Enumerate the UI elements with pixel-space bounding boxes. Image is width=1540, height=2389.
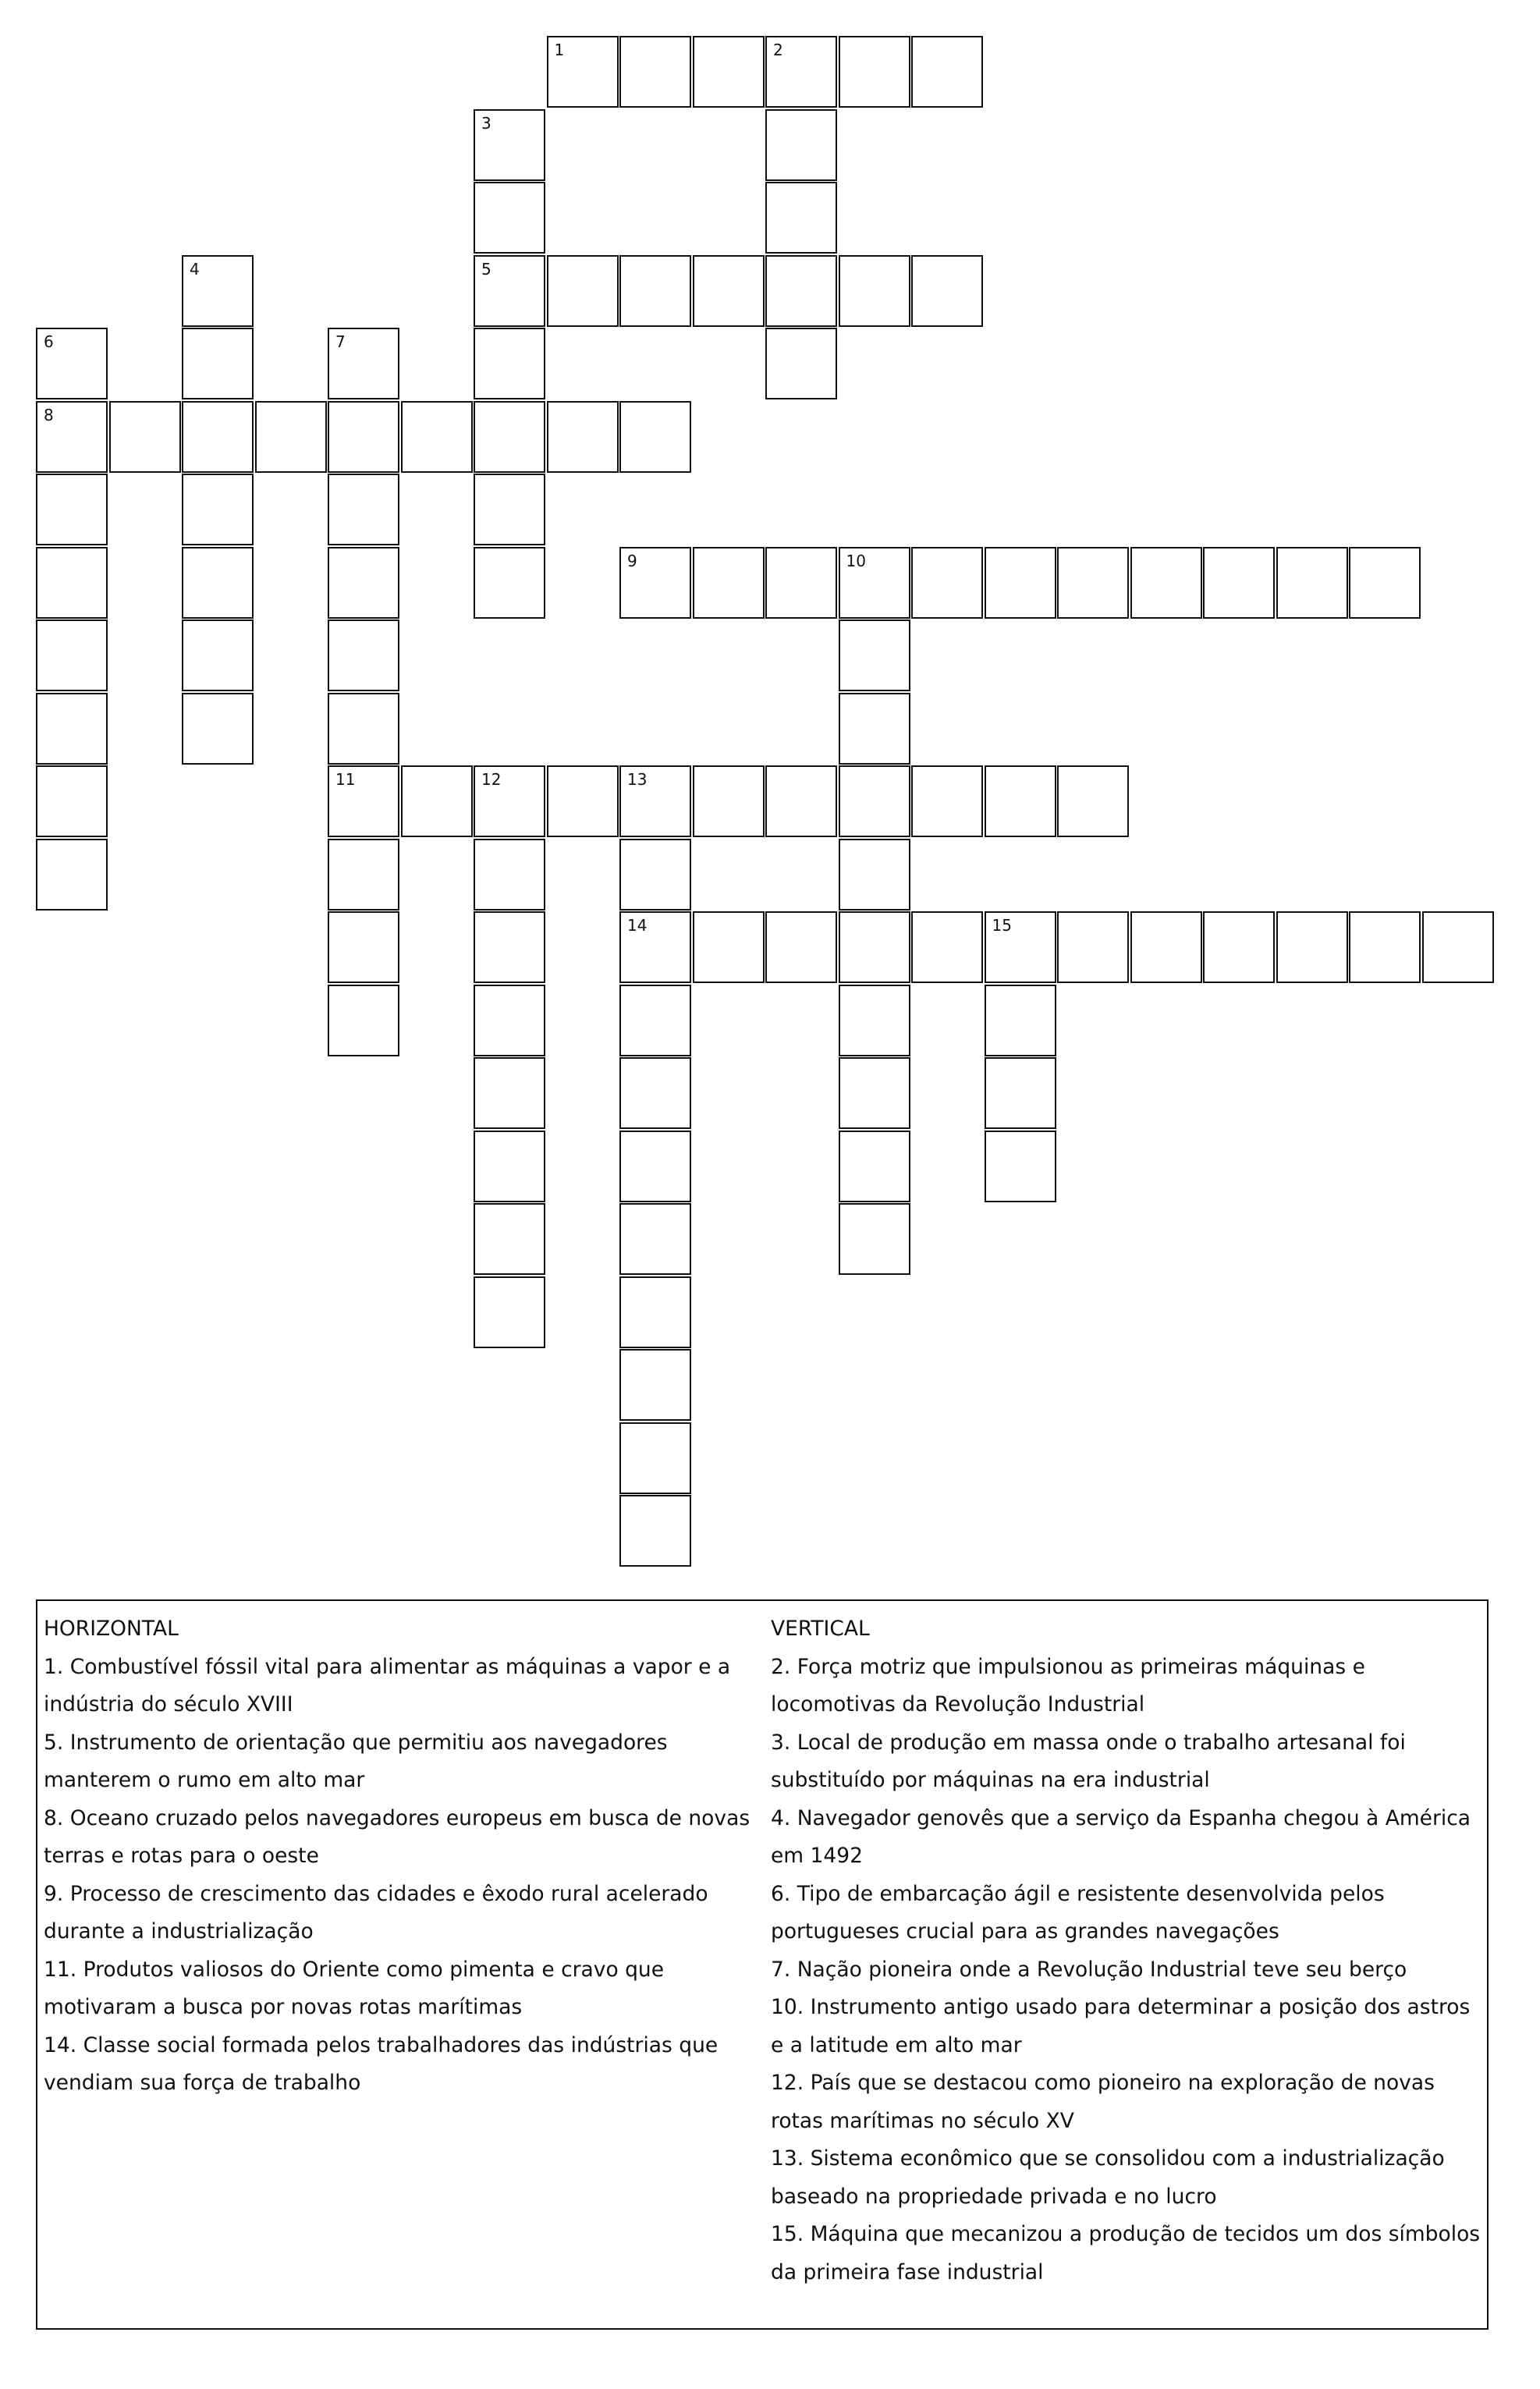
grid-cell[interactable]: [911, 911, 983, 983]
grid-cell[interactable]: [839, 839, 910, 911]
grid-cell[interactable]: [1276, 547, 1348, 619]
grid-cell[interactable]: [693, 765, 765, 837]
grid-cell[interactable]: [474, 839, 545, 911]
grid-cell[interactable]: [182, 328, 254, 399]
vertical-clue-line: da primeira fase industrial: [771, 2259, 1044, 2284]
grid-cell[interactable]: [839, 1203, 910, 1275]
vertical-clue-line: 13. Sistema econômico que se consolidou com a industrialização: [771, 2146, 1445, 2171]
grid-cell[interactable]: [839, 911, 910, 983]
vertical-clue-line: 7. Nação pioneira onde a Revolução Industrial teve seu berço: [771, 1957, 1407, 1982]
grid-cell[interactable]: [693, 36, 765, 108]
grid-cell[interactable]: [693, 255, 765, 327]
grid-cell[interactable]: [1130, 547, 1202, 619]
grid-cell[interactable]: [693, 547, 765, 619]
grid-cell[interactable]: [328, 474, 399, 545]
clue-number: 11: [335, 770, 356, 789]
grid-cell[interactable]: [911, 36, 983, 108]
grid-cell[interactable]: [474, 1057, 545, 1129]
grid-cell[interactable]: [765, 36, 837, 108]
grid-cell[interactable]: [547, 765, 619, 837]
grid-cell[interactable]: [911, 255, 983, 327]
grid-cell[interactable]: [985, 911, 1056, 983]
grid-cell[interactable]: [182, 547, 254, 619]
horizontal-clues: [44, 1610, 750, 2103]
grid-cell[interactable]: [765, 328, 837, 399]
grid-cell[interactable]: [985, 1131, 1056, 1202]
horizontal-clue-line: indústria do século XVIII: [44, 1692, 293, 1716]
clue-number: 4: [190, 259, 200, 279]
grid-cell[interactable]: [547, 255, 619, 327]
grid-cell[interactable]: [839, 547, 910, 619]
horizontal-heading: HORIZONTAL: [44, 1617, 179, 1641]
grid-cell[interactable]: [1057, 911, 1129, 983]
grid-cell[interactable]: [474, 328, 545, 399]
grid-cell[interactable]: [474, 1203, 545, 1275]
vertical-clue-line: locomotivas da Revolução Industrial: [771, 1692, 1145, 1716]
clue-number: 15: [992, 916, 1012, 935]
grid-cell[interactable]: [182, 401, 254, 473]
vertical-clue-line: 15. Máquina que mecanizou a produção de tecidos um dos símbolos: [771, 2222, 1481, 2246]
clue-number: 8: [44, 405, 54, 424]
grid-cell[interactable]: [619, 401, 691, 473]
vertical-clue-line: baseado na propriedade privada e no lucro: [771, 2184, 1217, 2209]
grid-cell[interactable]: [911, 547, 983, 619]
vertical-clue-line: em 1492: [771, 1844, 863, 1868]
grid-cell[interactable]: [985, 547, 1056, 619]
grid-cell[interactable]: [547, 401, 619, 473]
grid-cell[interactable]: [1203, 547, 1275, 619]
horizontal-clue-line: 5. Instrumento de orientação que permitiu aos navegadores: [44, 1730, 668, 1755]
clue-number: 2: [773, 41, 783, 59]
grid-cell[interactable]: [328, 328, 399, 399]
grid-cell[interactable]: [474, 911, 545, 983]
grid-cell[interactable]: [1349, 547, 1421, 619]
horizontal-clue-line: 14. Classe social formada pelos trabalhadores das indústrias que: [44, 2032, 719, 2057]
vertical-clue-line: 12. País que se destacou como pioneiro na exploração de novas: [771, 2071, 1435, 2095]
vertical-clue-line: 4. Navegador genovês que a serviço da Espanha chegou à América: [771, 1805, 1471, 1830]
grid-cell[interactable]: [839, 693, 910, 765]
grid-cell[interactable]: [328, 765, 399, 837]
grid-cell[interactable]: [985, 765, 1056, 837]
grid-cell[interactable]: [328, 619, 399, 691]
grid-cell[interactable]: [182, 693, 254, 765]
grid-cell[interactable]: [619, 765, 691, 837]
vertical-clue-line: portugueses crucial para as grandes navegações: [771, 1919, 1279, 1944]
grid-cell[interactable]: [1057, 765, 1129, 837]
grid-cell[interactable]: [839, 1057, 910, 1129]
grid-cell[interactable]: [693, 911, 765, 983]
horizontal-clue-line: 11. Produtos valiosos do Oriente como pimenta e cravo que: [44, 1957, 665, 1982]
grid-cell[interactable]: [985, 1057, 1056, 1129]
grid-cell[interactable]: [474, 182, 545, 254]
clue-number: 14: [627, 916, 648, 935]
grid-cell[interactable]: [109, 401, 181, 473]
clue-number: 1: [554, 41, 565, 59]
horizontal-clue-line: durante a industrialização: [44, 1919, 314, 1944]
grid-cell[interactable]: [765, 911, 837, 983]
grid-cell[interactable]: [474, 401, 545, 473]
vertical-clues: [771, 1610, 1485, 2291]
horizontal-clue-line: vendiam sua força de trabalho: [44, 2071, 361, 2095]
grid-cell[interactable]: [328, 911, 399, 983]
grid-cell[interactable]: [36, 693, 108, 765]
grid-cell[interactable]: [1057, 547, 1129, 619]
grid-cell[interactable]: [474, 255, 545, 327]
horizontal-clue-line: 9. Processo de crescimento das cidades e êxodo rural acelerado: [44, 1881, 708, 1906]
vertical-heading: VERTICAL: [771, 1617, 870, 1641]
clues-box: [36, 1599, 1489, 2330]
clue-number: 7: [335, 332, 346, 351]
grid-cell[interactable]: [619, 911, 691, 983]
horizontal-clue-line: terras e rotas para o oeste: [44, 1844, 319, 1868]
grid-cell[interactable]: [36, 839, 108, 911]
clue-number: 12: [481, 770, 502, 789]
grid-cell[interactable]: [619, 1203, 691, 1275]
horizontal-clue-line: 8. Oceano cruzado pelos navegadores europeus em busca de novas: [44, 1805, 750, 1830]
grid-cell[interactable]: [474, 765, 545, 837]
grid-cell[interactable]: [619, 1422, 691, 1494]
grid-cell[interactable]: [182, 619, 254, 691]
vertical-clue-line: 6. Tipo de embarcação ágil e resistente desenvolvida pelos: [771, 1881, 1385, 1906]
grid-cell[interactable]: [36, 328, 108, 399]
grid-cell[interactable]: [255, 401, 327, 473]
vertical-clue-line: 3. Local de produção em massa onde o trabalho artesanal foi: [771, 1730, 1406, 1755]
grid-cell[interactable]: [401, 401, 473, 473]
clue-number: 10: [846, 551, 866, 570]
grid-cell[interactable]: [765, 255, 837, 327]
grid-cell[interactable]: [985, 985, 1056, 1056]
grid-cell[interactable]: [36, 619, 108, 691]
horizontal-clue-line: manterem o rumo em alto mar: [44, 1768, 365, 1792]
grid-cell[interactable]: [1203, 911, 1275, 983]
grid-cell[interactable]: [36, 765, 108, 837]
grid-cell[interactable]: [474, 474, 545, 545]
grid-cell[interactable]: [839, 255, 910, 327]
grid-cell[interactable]: [401, 765, 473, 837]
grid-cell[interactable]: [619, 1495, 691, 1567]
grid-cell[interactable]: [328, 985, 399, 1056]
grid-cell[interactable]: [1349, 911, 1421, 983]
grid-cell[interactable]: [619, 839, 691, 911]
grid-cell[interactable]: [36, 401, 108, 473]
grid-cell[interactable]: [619, 1057, 691, 1129]
grid-cell[interactable]: [619, 1349, 691, 1421]
vertical-clue-line: e a latitude em alto mar: [771, 2032, 1022, 2057]
clue-number: 6: [44, 332, 54, 351]
grid-cell[interactable]: [328, 839, 399, 911]
grid-cell[interactable]: [619, 1131, 691, 1202]
grid-cell[interactable]: [1130, 911, 1202, 983]
horizontal-clue-line: motivaram a busca por novas rotas marítimas: [44, 1995, 523, 2019]
grid-cell[interactable]: [839, 619, 910, 691]
grid-cell[interactable]: [36, 474, 108, 545]
clue-number: 5: [481, 259, 491, 279]
grid-cell[interactable]: [839, 985, 910, 1056]
grid-cell[interactable]: [474, 985, 545, 1056]
vertical-clue-line: substituído por máquinas na era industrial: [771, 1768, 1210, 1792]
grid-cell[interactable]: [619, 36, 691, 108]
grid-cell[interactable]: [1422, 911, 1494, 983]
grid-cell[interactable]: [328, 693, 399, 765]
grid-cell[interactable]: [619, 1276, 691, 1348]
grid-cell[interactable]: [619, 985, 691, 1056]
grid-cell[interactable]: [839, 1131, 910, 1202]
vertical-clue-line: rotas marítimas no século XV: [771, 2108, 1074, 2133]
horizontal-clue-line: 1. Combustível fóssil vital para alimentar as máquinas a vapor e a: [44, 1654, 731, 1679]
grid-cell[interactable]: [474, 109, 545, 181]
grid-cell[interactable]: [474, 1276, 545, 1348]
grid-cell[interactable]: [839, 36, 910, 108]
clue-number: 3: [481, 113, 491, 133]
grid-cell[interactable]: [474, 547, 545, 619]
vertical-clue-line: 2. Força motriz que impulsionou as primeiras máquinas e: [771, 1654, 1365, 1679]
grid-cell[interactable]: [36, 547, 108, 619]
grid-cell[interactable]: [765, 765, 837, 837]
grid-cell[interactable]: [765, 547, 837, 619]
grid-cell[interactable]: [839, 765, 910, 837]
grid-cell[interactable]: [911, 765, 983, 837]
grid-cell[interactable]: [619, 255, 691, 327]
grid-cell[interactable]: [182, 474, 254, 545]
grid-cell[interactable]: [328, 547, 399, 619]
grid-cell[interactable]: [328, 401, 399, 473]
grid-cell[interactable]: [619, 547, 691, 619]
clue-number: 13: [627, 770, 648, 789]
grid-cell[interactable]: [765, 109, 837, 181]
vertical-clue-line: 10. Instrumento antigo usado para determinar a posição dos astros: [771, 1995, 1471, 2019]
grid-cell[interactable]: [474, 1131, 545, 1202]
grid-cell[interactable]: [765, 182, 837, 254]
grid-cell[interactable]: [1276, 911, 1348, 983]
grid-cell[interactable]: [182, 255, 254, 327]
clue-number: 9: [627, 551, 637, 570]
grid-cell[interactable]: [547, 36, 619, 108]
